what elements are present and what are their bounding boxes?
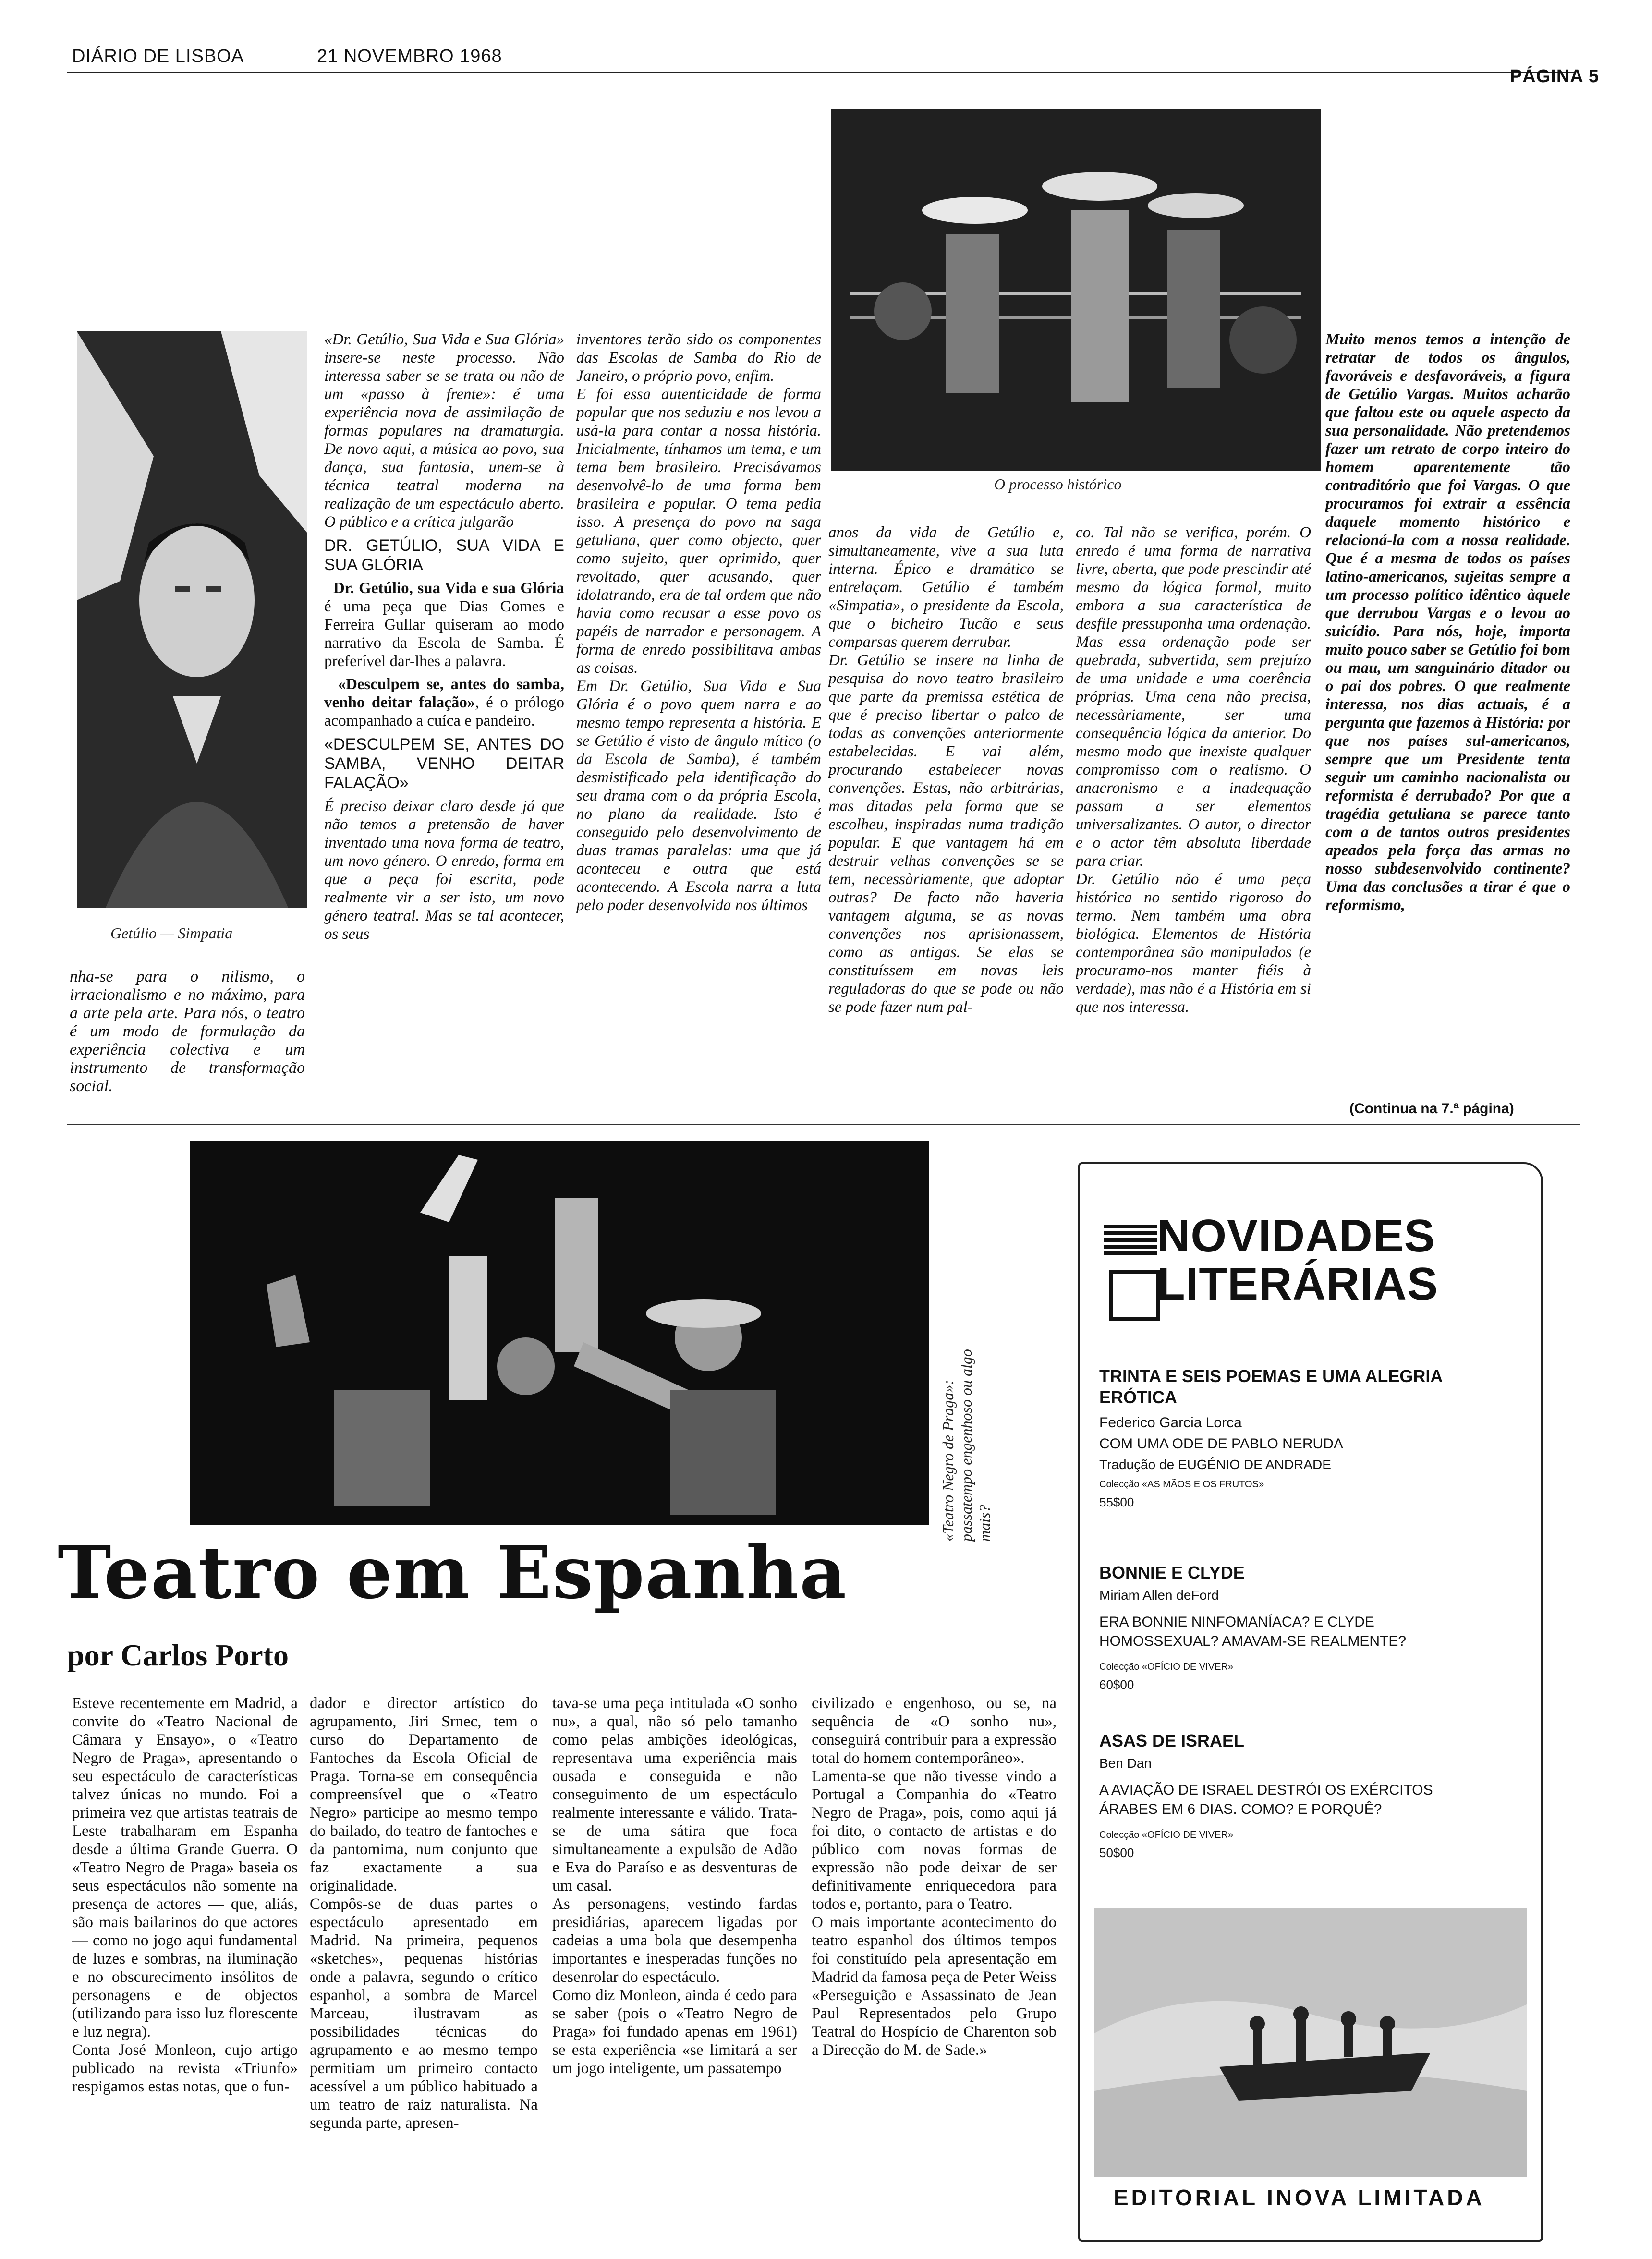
book2-title: BONNIE E CLYDE (1099, 1563, 1245, 1582)
book3-collection: Colecção «OFÍCIO DE VIVER» (1099, 1830, 1233, 1840)
bottom-col1-text: Esteve recentemente em Madrid, a convite do «Teatro Nacional de Câmara y Ensayo», o «Teatro Negro de Praga», apresentando o seu espectáculo de características talvez únicas no mundo. Foi a primeira vez que artistas teatrais de Leste trabalharam em Espanha desde a última Grande Guerra. O «Teatro Negro de Praga» baseia os seus espectáculos não somente na presença de actores — que, aliás, são mais bailarinos do que actores — como no jogo aqui fundamental de luzes e sombras, na iluminação e no obscurecimento insólitos de personagens e de objectos (utilizando para isso luz florescente e luz negra). Conta José Monleon, cujo artigo publicado na revista «Triunfo» respigamos estas notas, que o fun- (72, 1695, 298, 2095)
ad-book3 (1099, 1731, 1512, 1860)
ad-title-block (1157, 1212, 1512, 1308)
bottom-col3-text: tava-se uma peça intitulada «O sonho nu», a qual, não só pelo tamanho como pelas ambições ideológicas, representava uma experiência mais ousada e conseguida e não conseguimento de um espectáculo realmente interessante e válido. Trata-se de uma sátira que foca simultaneamente a expulsão de Adão e Eva do Paraíso e as desventuras de um casal. As personagens, vestindo fardas presidiárias, aparecem ligadas por cadeias a uma bola que desempenha importantes e inesperadas funções no desenrolar do espectáculo. Como diz Monleon, ainda é cedo para se saber (pois o «Teatro Negro de Praga» foi fundado apenas em 1961) se esta experiência «se limitará a ser um jogo inteligente, um passatempo (552, 1695, 797, 2077)
caption-text: «Teatro Negro de Praga»: passatempo engenhoso ou algo mais? (939, 1349, 993, 1542)
book2-author: Miriam Allen deFord (1099, 1588, 1219, 1603)
top-article-col6 (1325, 330, 1570, 1094)
col2-quote-para (324, 675, 564, 730)
col3-text: inventores terão sido os componentes das Escolas de Samba do Rio de Janeiro, o próprio povo, enfim. E foi essa autenticidade de forma popular que nos seduziu e nos levou a usá-la para contar a nossa história. Inicialmente, tínhamos um tema, e um tema bem brasileiro. Precisávamos desenvolvê-lo de uma forma bem brasileira e popular. O tema pedia isso. A presença do povo na saga getuliana, quer como objecto, quer como sujeito, quer oprimido, quer revoltado, quer acusando, quer idolatrando, era de tal ordem que não havia como recusar a esse povo os papéis de narrador e personagem. A forma de enredo possibilitava ambas as coisas. Em Dr. Getúlio, Sua Vida e Sua Glória é o povo quem narra e ao mesmo tempo representa a história. E se Getúlio é visto de ângulo mítico (o da Escola de Samba), é também desmistificado pela identificação do seu drama com o da própria Escola, no plano da realidade. Isto é conseguido pelo desenvolvimento de duas tramas paralelas: uma que já aconteceu e outra que está acontecendo. A Escola narra a luta pelo poder desenvolvida nos últimos (576, 331, 821, 914)
header-rule (67, 72, 1575, 73)
ad-title-line2: LITERÁRIAS (1157, 1258, 1438, 1310)
col2-end: É preciso deixar claro desde já que não temos a pretensão de haver inventado uma nova forma de teatro, um novo género. O enredo, forma em que a peça foi escrita, pode realmente vir a ser isto, um novo género teatral. Mas se tal acontecer, os seus (324, 798, 564, 943)
col6-text: Muito menos temos a intenção de retratar de todos os ângulos, favoráveis e desfavoráveis, a figura de Getúlio Vargas. Muitos acharão que faltou este ou aquele aspecto da sua personalidade. Não pretendemos fazer um retrato de corpo inteiro do homem aparentemente tão contraditório que foi Vargas. O que procuramos foi extrair a essência daquele momento histórico e relacioná-la com a nossa realidade. Que é a mesma de todos os países latino-americanos, sujeitas sempre a um processo político idêntico àquele que derrubou Vargas e o levou ao suicídio. Para nós, hoje, importa muito pouco saber se Getúlio foi bom ou mau, um sanguinário ditador ou o pai dos pobres. O que realmente interessa, nos dias actuais, é a pergunta que fazemos à História: por que nos países sul-americanos, sempre que um Presidente tenta seguir um caminho nacionalista ou reformista é derrubado? Por que a tragédia getuliana se parece tanto com a de tantos outros presidentes apeados pela força das armas no nosso subdesenvolvido continente? Uma das conclusões a tirar é que o reformismo, (1325, 331, 1570, 914)
col2-quote-text: , é o prólogo acompanhado a cuíca e pandeiro. (324, 694, 564, 729)
novidades-literarias-ad (1078, 1162, 1543, 2242)
book2-price: 60$00 (1099, 1677, 1134, 1692)
book1-translation: Tradução de EUGÉNIO DE ANDRADE (1099, 1457, 1331, 1472)
ad-logo-box (1109, 1270, 1160, 1321)
bottom-col2-text: dador e director artístico do agrupamento, Jiri Srnec, tem o curso do Departamento de Fantoches da Escola Oficial de Praga. Torna-se em consequência compreensível que o «Teatro Negro» participe ao mesmo tempo do bailado, do teatro de fantoches e da pantomima, num conjunto que faz exactamente a sua originalidade. Compôs-se de duas partes o espectáculo apresentado em Madrid. Na primeira, pequenos «sketches», pequenas histórias onde a palavra, segundo o crítico espanhol, a sombra de Marcel Marceau, ilustravam as possibilidades técnicas do agrupamento e ao mesmo tempo permitiam um primeiro contacto acessível a um público habituado a um teatro de raiz naturalista. Na segunda parte, apresen- (310, 1695, 538, 2132)
book3-title: ASAS DE ISRAEL (1099, 1731, 1245, 1750)
col2-mid-text: é uma peça que Dias Gomes e Ferreira Gullar quiseram ao modo narrativo da Escola de Samba. É preferível dar-lhes a palavra. (324, 598, 564, 670)
col4-text: anos da vida de Getúlio e, simultaneamente, vive a sua luta interna. Épico e dramático se entrelaçam. Getúlio é também «Simpatia», o presidente da Escola, que o bicheiro Tucão e seus comparsas querem derrubar. Dr. Getúlio se insere na linha de pesquisa do novo teatro brasileiro que parte da premissa estética de que é preciso libertar o palco de todas as convenções anteriormente estabelecidas. E vai além, procurando estabelecer novas convenções. Estas, não arbitrárias, mas ditadas pela forma que se escolheu, inspiradas numa tradição popular. E que vantagem há em destruir velhas convenções se se tem, necessàriamente, que adoptar outras? De facto não haveria vantagem alguma, se as novas convenções nos aprisionassem, como as antigas. Se elas se constituíssem em novas leis reguladoras do que se pode ou não se pode fazer num pal- (828, 524, 1064, 1016)
ad-publisher: EDITORIAL INOVA LIMITADA (1114, 2185, 1485, 2210)
top-article-col5 (1076, 523, 1311, 1119)
portrait-caption: Getúlio — Simpatia (110, 924, 233, 942)
subhead-dr-getulio: DR. GETÚLIO, SUA VIDA E SUA GLÓRIA (324, 536, 564, 574)
prologue-quote-bold: «Desculpem se, antes do samba, venho deitar falação» (324, 676, 564, 711)
teatro-negro-caption (939, 1311, 1001, 1542)
book1-author: Federico Garcia Lorca (1099, 1415, 1242, 1431)
col2-mid-para (324, 579, 564, 670)
paper-name: DIÁRIO DE LISBOA (72, 46, 244, 66)
ad-book1 (1099, 1366, 1512, 1510)
ad-logo-bars (1104, 1222, 1157, 1255)
bottom-col4-text: civilizado e engenhoso, ou se, na sequência de «O sonho nu», conseguirá contribuir para a expressão total do homem contemporâneo». Lamenta-se que não tivesse vindo a Portugal a Companhia do «Teatro Negro de Praga», pois, como aqui já foi dito, o contacto de artistas e do público com novas formas de expressão não pode deixar de ser definitivamente enriquecedora para todos e, portanto, para o Teatro. O mais importante acontecimento do teatro espanhol dos últimos tempos foi constituído pela apresentação em Madrid da famosa peça de Peter Weiss «Perseguição e Assassinato de Jean Paul Representados pelo Grupo Teatral do Hospício de Charenton sob a Direcção do M. de Sade.» (812, 1695, 1057, 2059)
top-article-col4 (828, 523, 1064, 1119)
issue-date: 21 NOVEMBRO 1968 (317, 46, 502, 66)
play-title-bold: Dr. Getúlio, sua Vida e sua Glória (333, 580, 564, 597)
bottom-col2 (310, 1694, 538, 2223)
col2-intro: «Dr. Getúlio, Sua Vida e Sua Glória» insere-se neste processo. Não interessa saber se se trata ou não de um «passo à frente»: é uma experiência nova de assimilação de formas populares na dramaturgia. De novo aqui, a música ao povo, sua dança, sua fantasia, unem-se à técnica teatral moderna na realização de um espectáculo aberto. O público e a crítica julgarão (324, 331, 564, 531)
book3-blurb: A AVIAÇÃO DE ISRAEL DESTRÓI OS EXÉRCITOS ÁRABES EM 6 DIAS. COMO? E PORQUÊ? (1099, 1782, 1433, 1817)
book1-ode: COM UMA ODE DE PABLO NERUDA (1099, 1436, 1343, 1452)
top-article-col1: nha-se para o nilismo, o irracionalismo e no máximo, para a arte pela arte. Para nós, o teatro é um modo de formulação da experiência colectiva e um instrumento de transformação social. (70, 968, 305, 1095)
getulio-portrait-photo (77, 331, 307, 908)
page-number: PÁGINA 5 (1509, 66, 1599, 86)
historical-process-caption: O processo histórico (994, 475, 1122, 493)
ad-title-line1: NOVIDADES (1157, 1210, 1435, 1262)
historical-process-photo (831, 109, 1321, 471)
section-divider (67, 1124, 1580, 1125)
book3-author: Ben Dan (1099, 1756, 1152, 1771)
bottom-col3 (552, 1694, 797, 2223)
book3-price: 50$00 (1099, 1846, 1134, 1860)
book1-title: TRINTA E SEIS POEMAS E UMA ALEGRIA ERÓTICA (1099, 1366, 1443, 1407)
ad-boat-illustration (1094, 1908, 1527, 2177)
book2-blurb: ERA BONNIE NINFOMANÍACA? E CLYDE HOMOSSEXUAL? AMAVAM-SE REALMENTE? (1099, 1614, 1407, 1649)
bottom-col1 (72, 1694, 298, 2223)
byline: por Carlos Porto (67, 1638, 289, 1672)
top-article-col2 (324, 330, 564, 1118)
subhead-desculpem: «DESCULPEM SE, ANTES DO SAMBA, VENHO DEITAR FALAÇÃO» (324, 735, 564, 792)
book2-collection: Colecção «OFÍCIO DE VIVER» (1099, 1662, 1233, 1672)
teatro-negro-photo (190, 1141, 929, 1525)
book1-price: 55$00 (1099, 1495, 1134, 1509)
headline: Teatro em Espanha (58, 1530, 848, 1615)
ad-book2 (1099, 1563, 1512, 1692)
col5-text: co. Tal não se verifica, porém. O enredo é uma forma de narrativa livre, aberta, que pode prescindir até mesmo da lógica formal, muito embora a sua característica de desfile pressuponha uma ordenação. Mas essa ordenação pode ser quebrada, subvertida, sem prejuízo de uma unidade e uma coerência próprias. Uma cena não precisa, necessàriamente, ser uma consequência lógica da anterior. Do mesmo modo que inexiste qualquer compromisso com o realismo. O anacronismo e a inadequação passam a ser elementos universalizantes. O autor, o director e o actor têm absoluta liberdade para criar. Dr. Getúlio não é uma peça histórica no sentido rigoroso do termo. Nem também uma obra biológica. Elementos de História contemporânea são manipulados (e procuramo-nos manter fiéis à verdade), mas não é a História em si que nos interessa. (1076, 524, 1311, 1016)
bottom-col4 (812, 1694, 1057, 2223)
top-article-col3 (576, 330, 821, 1118)
book1-collection: Colecção «AS MÃOS E OS FRUTOS» (1099, 1479, 1264, 1490)
continued-note: (Continua na 7.ª página) (1349, 1101, 1514, 1117)
